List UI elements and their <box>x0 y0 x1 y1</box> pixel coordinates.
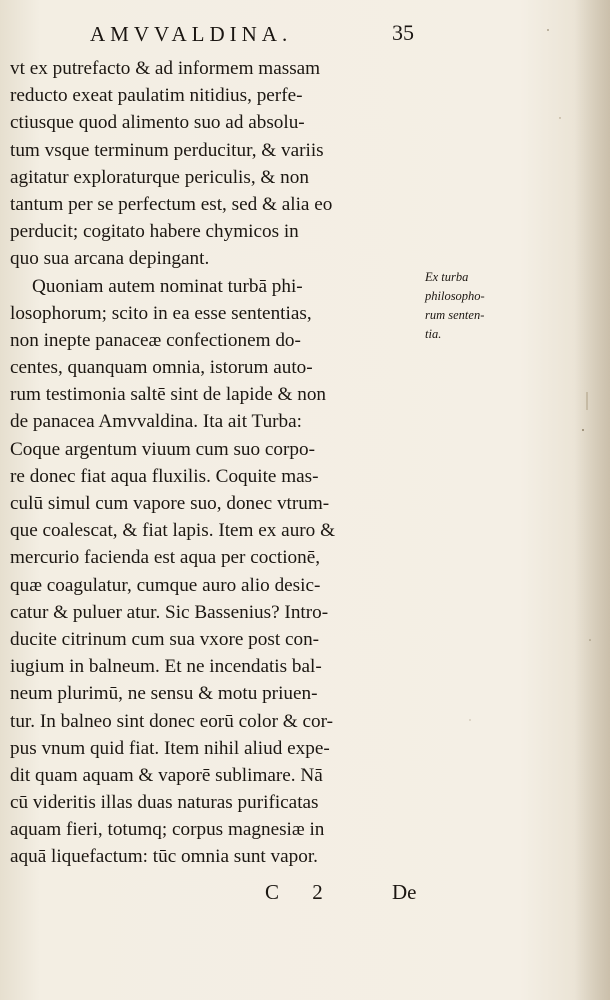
marginal-note-line: Ex turba <box>425 270 469 284</box>
text-line: que coalescat, & fiat lapis. Item ex auro & <box>10 520 335 542</box>
text-line: quæ coagulatur, cumque auro alio desic- <box>10 574 321 596</box>
text-line: aquam fieri, totumq; corpus magnesiæ in <box>10 819 325 841</box>
text-line: tantum per se perfectum est, sed & alia eo <box>10 193 333 215</box>
text-line: aquā liquefactum: tūc omnia sunt vapor. <box>10 846 318 868</box>
page-footer <box>10 880 430 910</box>
text-line: Coque argentum viuum cum suo corpo- <box>10 438 315 460</box>
text-line: re donec fiat aqua fluxilis. Coquite mas- <box>10 465 319 487</box>
body-text <box>10 55 420 871</box>
text-line: ducite citrinum cum sua vxore post con- <box>10 628 320 650</box>
marginal-note-line: philosopho- <box>425 289 485 303</box>
text-line: mercurio facienda est aqua per coctionē, <box>10 547 321 569</box>
text-line: quo sua arcana depingant. <box>10 248 210 270</box>
marginal-note <box>425 268 535 344</box>
text-line: catur & puluer atur. Sic Bassenius? Intro- <box>10 601 329 623</box>
text-line: neum plurimū, ne sensu & motu priuen- <box>10 683 318 705</box>
text-line: ctiusque quod alimento suo ad absolu- <box>10 112 305 134</box>
text-line: de panacea Amvvaldina. Ita ait Turba: <box>10 411 302 433</box>
text-line: reducto exeat paulatim nitidius, perfe- <box>10 85 303 107</box>
text-line: perducit; cogitato habere chymicos in <box>10 221 299 243</box>
text-line: pus vnum quid fiat. Item nihil aliud expe- <box>10 737 330 759</box>
text-line: tum vsque terminum perducitur, & variis <box>10 139 324 161</box>
text-line: non inepte panaceæ confectionem do- <box>10 329 301 351</box>
text-line: losophorum; scito in ea esse sententias, <box>10 302 312 324</box>
text-line: tur. In balneo sint donec eorū color & cor- <box>10 710 334 732</box>
text-line: centes, quanquam omnia, istorum auto- <box>10 357 313 379</box>
page-edge-shadow <box>574 0 610 1000</box>
text-line: dit quam aquam & vaporē sublimare. Nā <box>10 764 323 786</box>
text-line: culū simul cum vapore suo, donec vtrum- <box>10 493 330 514</box>
signature-mark: C 2 <box>265 880 337 904</box>
marginal-note-line: tia. <box>425 327 442 341</box>
page-number: 35 <box>392 20 414 45</box>
running-head <box>90 22 430 50</box>
text-line: rum testimonia saltē sint de lapide & non <box>10 384 327 406</box>
running-title: AMVVALDINA. <box>90 22 293 46</box>
text-line: cū videritis illas duas naturas purificatas <box>10 792 319 814</box>
text-line: agitatur exploraturque periculis, & non <box>10 166 309 188</box>
text-line: iugium in balneum. Et ne incendatis bal- <box>10 656 322 678</box>
text-line: Quoniam autem nominat turbā phi- <box>32 275 303 297</box>
catchword: De <box>392 880 417 904</box>
text-line: vt ex putrefacto & ad informem massam <box>10 58 321 79</box>
marginal-note-line: rum senten- <box>425 308 485 322</box>
